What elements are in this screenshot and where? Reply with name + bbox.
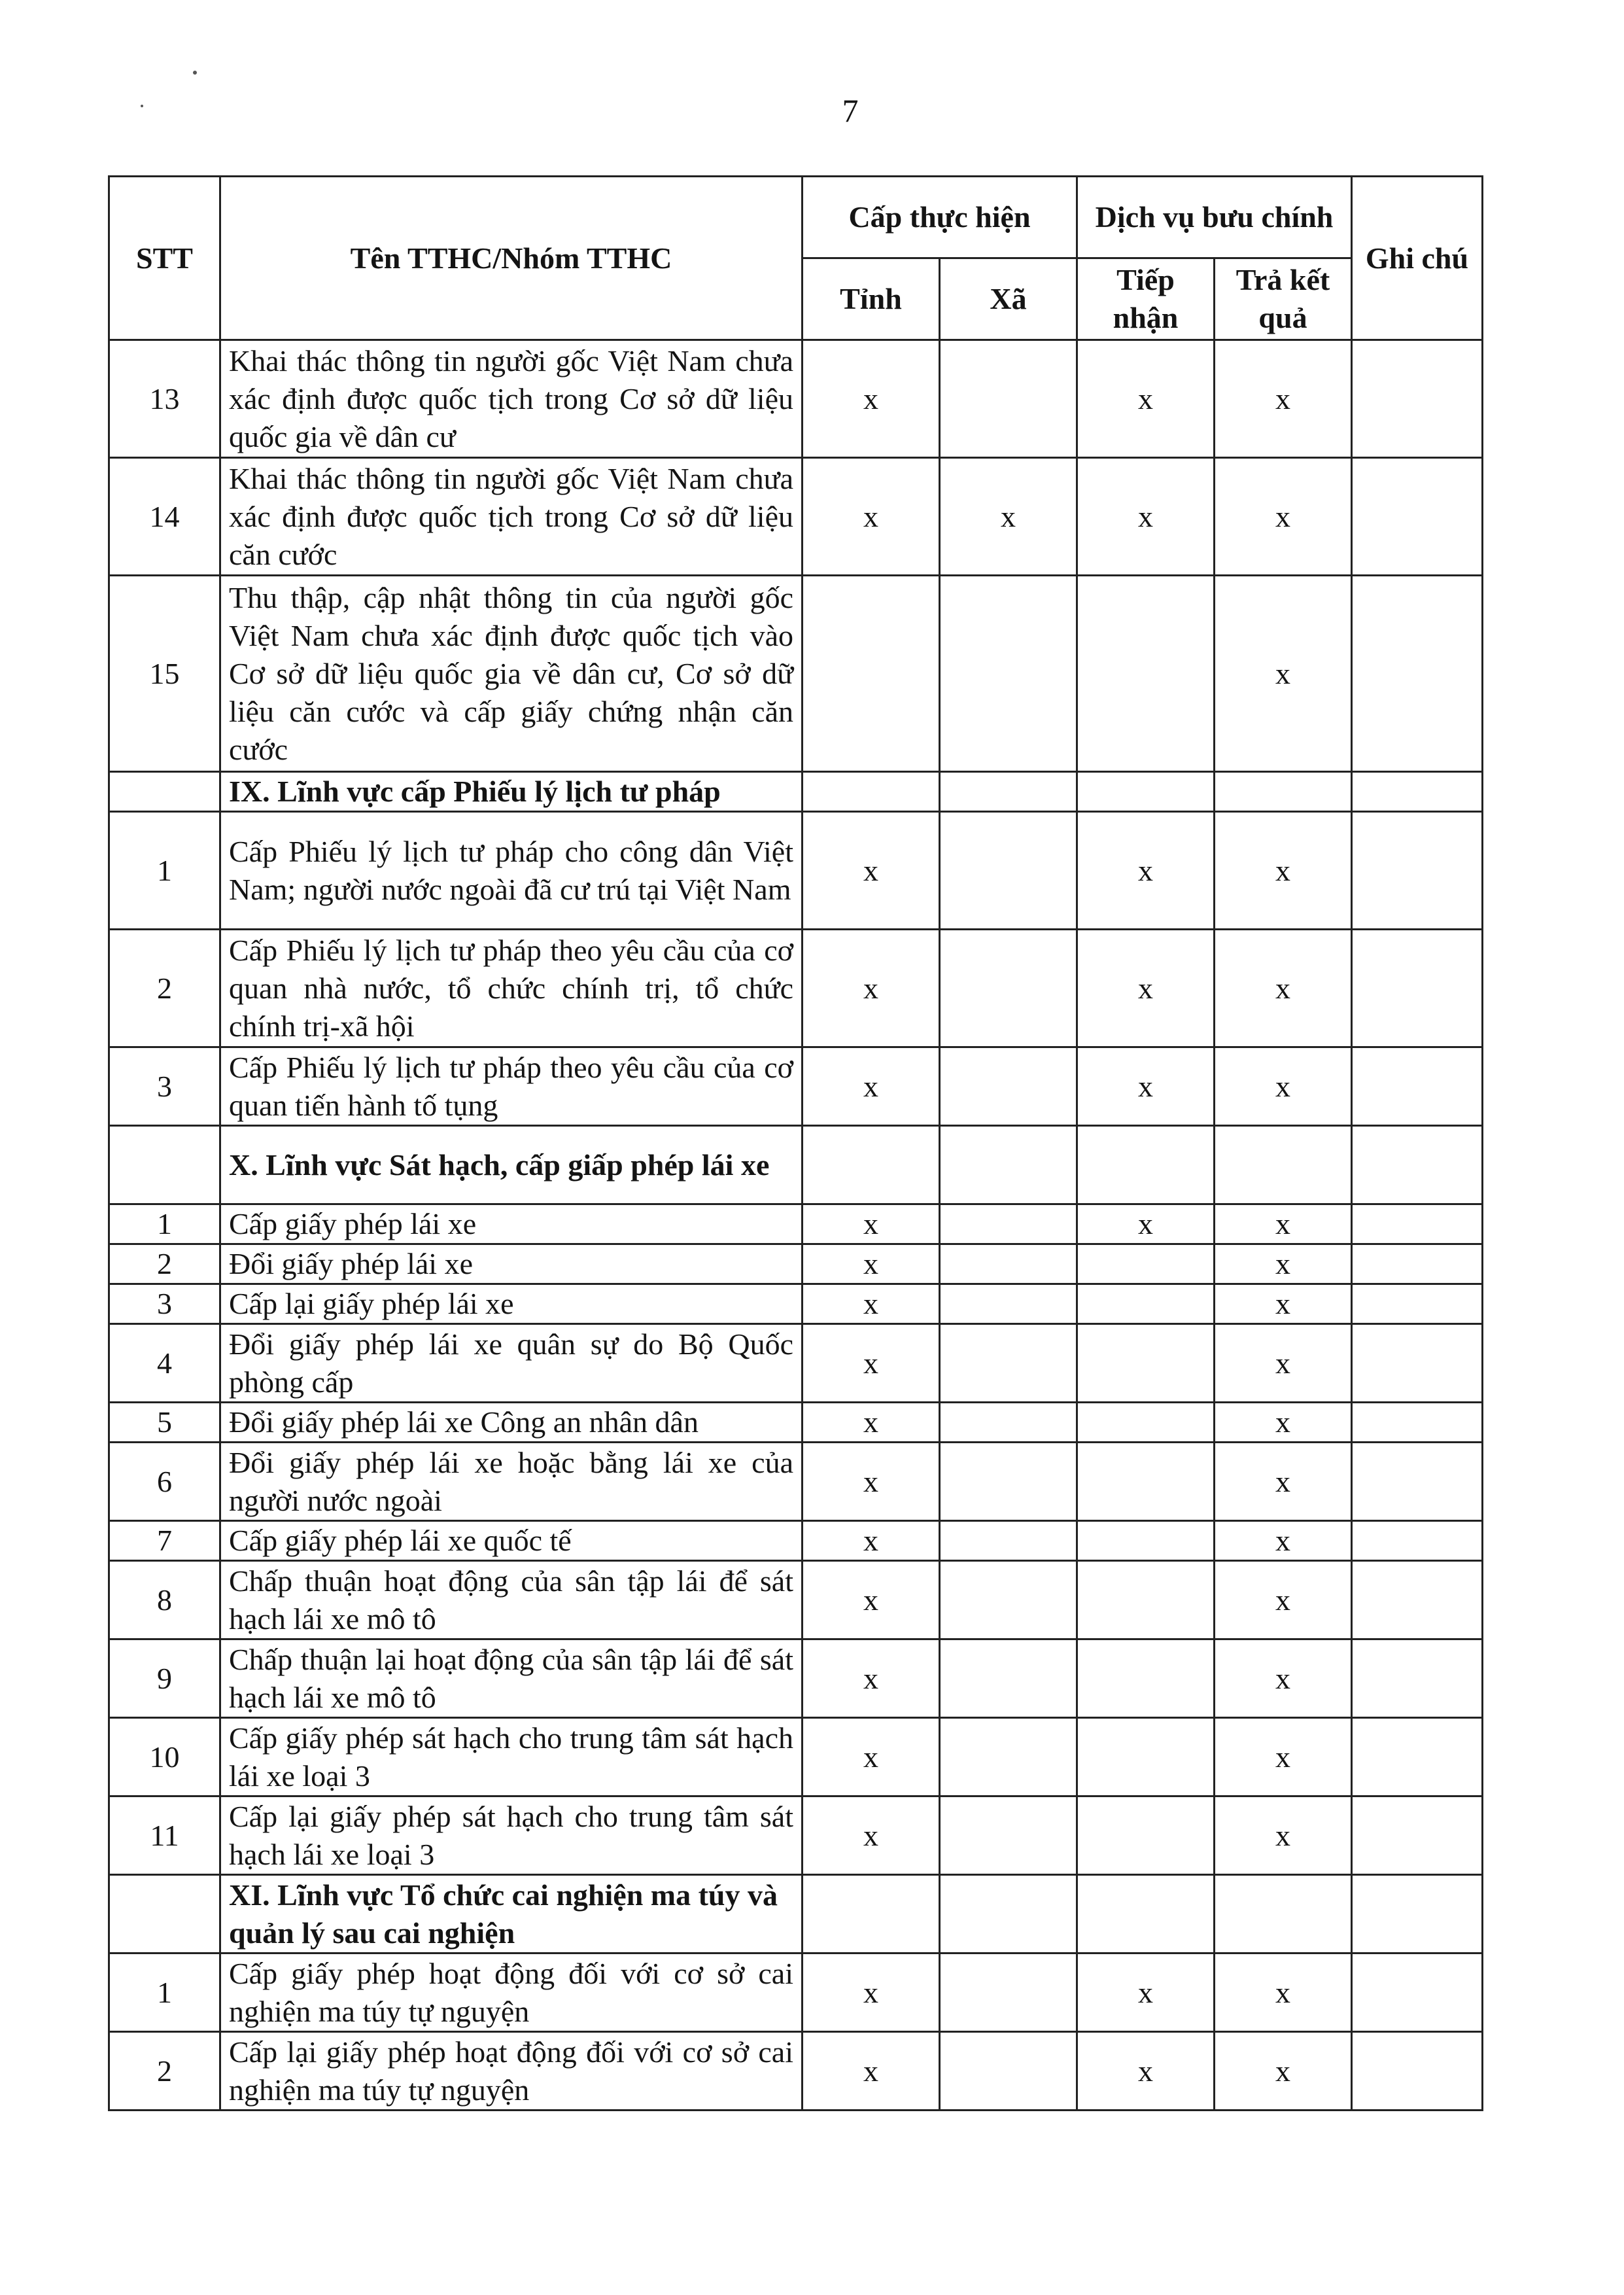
stt-cell: 3 [109,1047,220,1126]
tinh-cell: x [803,340,940,458]
tinh-cell: x [803,1443,940,1521]
stt-cell: 3 [109,1284,220,1324]
tiep-nhan-cell [1077,1561,1215,1639]
tra-ket-qua-cell: x [1215,576,1352,772]
ghi-chu-cell [1352,458,1483,576]
table-row [109,1443,1483,1521]
ghi-chu-cell [1352,1204,1483,1244]
ghi-chu-cell [1352,1443,1483,1521]
table-row [109,1244,1483,1284]
xa-cell [940,1521,1077,1561]
tiep-nhan-cell [1077,1718,1215,1796]
ghi-chu-cell [1352,1047,1483,1126]
ghi-chu-cell [1352,576,1483,772]
header-tra-ket-qua: Trả kết quả [1215,258,1352,340]
procedure-name-cell: Cấp Phiếu lý lịch tư pháp cho công dân Việt Nam; người nước ngoài đã cư trú tại Việt Nam [220,812,803,930]
procedure-name-cell: Khai thác thông tin người gốc Việt Nam chưa xác định được quốc tịch trong Cơ sở dữ liệu căn cước [220,458,803,576]
ghi-chu-cell [1352,1639,1483,1718]
stt-cell: 2 [109,1244,220,1284]
tiep-nhan-cell [1077,1796,1215,1875]
procedure-name-cell: Cấp giấy phép lái xe [220,1204,803,1244]
xa-cell [940,1718,1077,1796]
section-row [109,1126,1483,1204]
tiep-nhan-cell: x [1077,1953,1215,2032]
procedure-name-cell: Thu thập, cập nhật thông tin của người gốc Việt Nam chưa xác định được quốc tịch vào Cơ sở dữ liệu quốc gia về dân cư, Cơ sở dữ liệu căn cước và cấp giấy chứng nhận căn cước [220,576,803,772]
tiep-nhan-cell [1077,1521,1215,1561]
xa-cell [940,1443,1077,1521]
ghi-chu-cell [1352,812,1483,930]
stt-cell: 4 [109,1324,220,1403]
xa-cell [940,930,1077,1047]
section-empty-cell [940,772,1077,812]
section-empty-cell [1077,772,1215,812]
tinh-cell: x [803,1047,940,1126]
stt-cell: 14 [109,458,220,576]
tra-ket-qua-cell: x [1215,930,1352,1047]
ghi-chu-cell [1352,340,1483,458]
tra-ket-qua-cell: x [1215,1047,1352,1126]
ghi-chu-cell [1352,1561,1483,1639]
stt-cell: 2 [109,930,220,1047]
stt-cell: 9 [109,1639,220,1718]
procedure-name-cell: Cấp lại giấy phép lái xe [220,1284,803,1324]
section-stt-cell [109,1875,220,1953]
scan-speck [193,71,197,75]
tinh-cell: x [803,458,940,576]
table-row [109,1953,1483,2032]
tinh-cell: x [803,1718,940,1796]
ghi-chu-cell [1352,1244,1483,1284]
stt-cell: 2 [109,2032,220,2111]
xa-cell [940,1244,1077,1284]
page-number: 7 [842,92,859,129]
stt-cell: 8 [109,1561,220,1639]
tiep-nhan-cell: x [1077,1047,1215,1126]
tinh-cell: x [803,1284,940,1324]
stt-cell: 6 [109,1443,220,1521]
section-empty-cell [803,1875,940,1953]
section-empty-cell [1352,1126,1483,1204]
tra-ket-qua-cell: x [1215,1639,1352,1718]
section-empty-cell [1077,1875,1215,1953]
tinh-cell: x [803,1796,940,1875]
table-header [109,177,1483,340]
table-body [109,340,1483,2111]
tra-ket-qua-cell: x [1215,1443,1352,1521]
tra-ket-qua-cell: x [1215,1521,1352,1561]
tiep-nhan-cell [1077,1284,1215,1324]
table-row [109,1796,1483,1875]
procedure-name-cell: Cấp Phiếu lý lịch tư pháp theo yêu cầu của cơ quan tiến hành tố tụng [220,1047,803,1126]
tinh-cell: x [803,1561,940,1639]
ghi-chu-cell [1352,930,1483,1047]
xa-cell [940,1284,1077,1324]
table-row [109,1718,1483,1796]
tra-ket-qua-cell: x [1215,1953,1352,2032]
xa-cell [940,1047,1077,1126]
tiep-nhan-cell [1077,576,1215,772]
stt-cell: 7 [109,1521,220,1561]
table-row [109,458,1483,576]
tinh-cell: x [803,1953,940,2032]
xa-cell [940,1403,1077,1443]
tra-ket-qua-cell: x [1215,458,1352,576]
stt-cell: 11 [109,1796,220,1875]
table-row [109,812,1483,930]
stt-cell: 1 [109,812,220,930]
tiep-nhan-cell: x [1077,930,1215,1047]
tinh-cell: x [803,1521,940,1561]
procedure-name-cell: Cấp giấy phép sát hạch cho trung tâm sát hạch lái xe loại 3 [220,1718,803,1796]
xa-cell [940,1204,1077,1244]
tiep-nhan-cell [1077,1324,1215,1403]
tra-ket-qua-cell: x [1215,1324,1352,1403]
section-empty-cell [1215,1126,1352,1204]
xa-cell [940,576,1077,772]
procedure-name-cell: Đổi giấy phép lái xe quân sự do Bộ Quốc phòng cấp [220,1324,803,1403]
stt-cell: 15 [109,576,220,772]
xa-cell [940,2032,1077,2111]
tinh-cell: x [803,1324,940,1403]
xa-cell [940,1324,1077,1403]
table-row [109,340,1483,458]
ghi-chu-cell [1352,1284,1483,1324]
ghi-chu-cell [1352,1521,1483,1561]
xa-cell [940,1639,1077,1718]
section-row [109,772,1483,812]
tra-ket-qua-cell: x [1215,1204,1352,1244]
procedure-name-cell: Cấp Phiếu lý lịch tư pháp theo yêu cầu của cơ quan nhà nước, tổ chức chính trị, tổ chức chính trị-xã hội [220,930,803,1047]
header-xa: Xã [940,258,1077,340]
ghi-chu-cell [1352,1953,1483,2032]
header-name: Tên TTHC/Nhóm TTHC [220,177,803,340]
ghi-chu-cell [1352,2032,1483,2111]
stt-cell: 13 [109,340,220,458]
tiep-nhan-cell [1077,1443,1215,1521]
tiep-nhan-cell: x [1077,340,1215,458]
tra-ket-qua-cell: x [1215,1796,1352,1875]
table-row [109,2032,1483,2111]
xa-cell [940,1953,1077,2032]
table-row [109,576,1483,772]
procedure-name-cell: Chấp thuận hoạt động của sân tập lái để sát hạch lái xe mô tô [220,1561,803,1639]
procedure-name-cell: Chấp thuận lại hoạt động của sân tập lái để sát hạch lái xe mô tô [220,1639,803,1718]
section-empty-cell [1352,772,1483,812]
xa-cell [940,340,1077,458]
table-row [109,1403,1483,1443]
tra-ket-qua-cell: x [1215,1561,1352,1639]
ghi-chu-cell [1352,1718,1483,1796]
tiep-nhan-cell [1077,1403,1215,1443]
tiep-nhan-cell [1077,1244,1215,1284]
tinh-cell: x [803,930,940,1047]
section-empty-cell [803,772,940,812]
tiep-nhan-cell [1077,1639,1215,1718]
table-row [109,1284,1483,1324]
table-row [109,1561,1483,1639]
header-cap-thuc-hien: Cấp thực hiện [803,177,1077,258]
procedures-table [108,175,1483,2111]
section-title: XI. Lĩnh vực Tổ chức cai nghiện ma túy và quản lý sau cai nghiện [220,1875,803,1953]
tiep-nhan-cell: x [1077,812,1215,930]
tra-ket-qua-cell: x [1215,1244,1352,1284]
header-tiep-nhan: Tiếp nhận [1077,258,1215,340]
xa-cell [940,1796,1077,1875]
section-stt-cell [109,1126,220,1204]
xa-cell [940,1561,1077,1639]
header-tinh: Tỉnh [803,258,940,340]
tinh-cell: x [803,1244,940,1284]
section-stt-cell [109,772,220,812]
section-empty-cell [1077,1126,1215,1204]
table-row [109,1047,1483,1126]
tinh-cell [803,576,940,772]
tiep-nhan-cell: x [1077,2032,1215,2111]
tinh-cell: x [803,1639,940,1718]
procedure-name-cell: Đổi giấy phép lái xe Công an nhân dân [220,1403,803,1443]
tinh-cell: x [803,812,940,930]
section-empty-cell [940,1126,1077,1204]
stt-cell: 10 [109,1718,220,1796]
ghi-chu-cell [1352,1796,1483,1875]
table-row [109,930,1483,1047]
section-empty-cell [803,1126,940,1204]
section-title: X. Lĩnh vực Sát hạch, cấp giấp phép lái xe [220,1126,803,1204]
procedure-name-cell: Đổi giấy phép lái xe hoặc bằng lái xe của người nước ngoài [220,1443,803,1521]
section-empty-cell [1215,772,1352,812]
procedure-name-cell: Đổi giấy phép lái xe [220,1244,803,1284]
header-dich-vu-buu-chinh: Dịch vụ bưu chính [1077,177,1352,258]
tra-ket-qua-cell: x [1215,1403,1352,1443]
tra-ket-qua-cell: x [1215,812,1352,930]
table-row [109,1324,1483,1403]
tra-ket-qua-cell: x [1215,1718,1352,1796]
section-empty-cell [1352,1875,1483,1953]
stt-cell: 5 [109,1403,220,1443]
section-title: IX. Lĩnh vực cấp Phiếu lý lịch tư pháp [220,772,803,812]
section-empty-cell [1215,1875,1352,1953]
tinh-cell: x [803,1204,940,1244]
procedure-name-cell: Khai thác thông tin người gốc Việt Nam chưa xác định được quốc tịch trong Cơ sở dữ liệu quốc gia về dân cư [220,340,803,458]
ghi-chu-cell [1352,1403,1483,1443]
scan-speck [141,105,143,107]
procedure-name-cell: Cấp lại giấy phép sát hạch cho trung tâm sát hạch lái xe loại 3 [220,1796,803,1875]
tra-ket-qua-cell: x [1215,2032,1352,2111]
table-row [109,1521,1483,1561]
header-stt: STT [109,177,220,340]
tinh-cell: x [803,2032,940,2111]
tra-ket-qua-cell: x [1215,340,1352,458]
stt-cell: 1 [109,1953,220,2032]
ghi-chu-cell [1352,1324,1483,1403]
table-row [109,1204,1483,1244]
xa-cell [940,812,1077,930]
xa-cell: x [940,458,1077,576]
procedure-name-cell: Cấp giấy phép hoạt động đối với cơ sở cai nghiện ma túy tự nguyện [220,1953,803,2032]
section-empty-cell [940,1875,1077,1953]
tra-ket-qua-cell: x [1215,1284,1352,1324]
procedure-name-cell: Cấp lại giấy phép hoạt động đối với cơ sở cai nghiện ma túy tự nguyện [220,2032,803,2111]
tiep-nhan-cell: x [1077,1204,1215,1244]
section-row [109,1875,1483,1953]
procedure-name-cell: Cấp giấy phép lái xe quốc tế [220,1521,803,1561]
stt-cell: 1 [109,1204,220,1244]
tiep-nhan-cell: x [1077,458,1215,576]
header-ghi-chu: Ghi chú [1352,177,1483,340]
tinh-cell: x [803,1403,940,1443]
table-row [109,1639,1483,1718]
